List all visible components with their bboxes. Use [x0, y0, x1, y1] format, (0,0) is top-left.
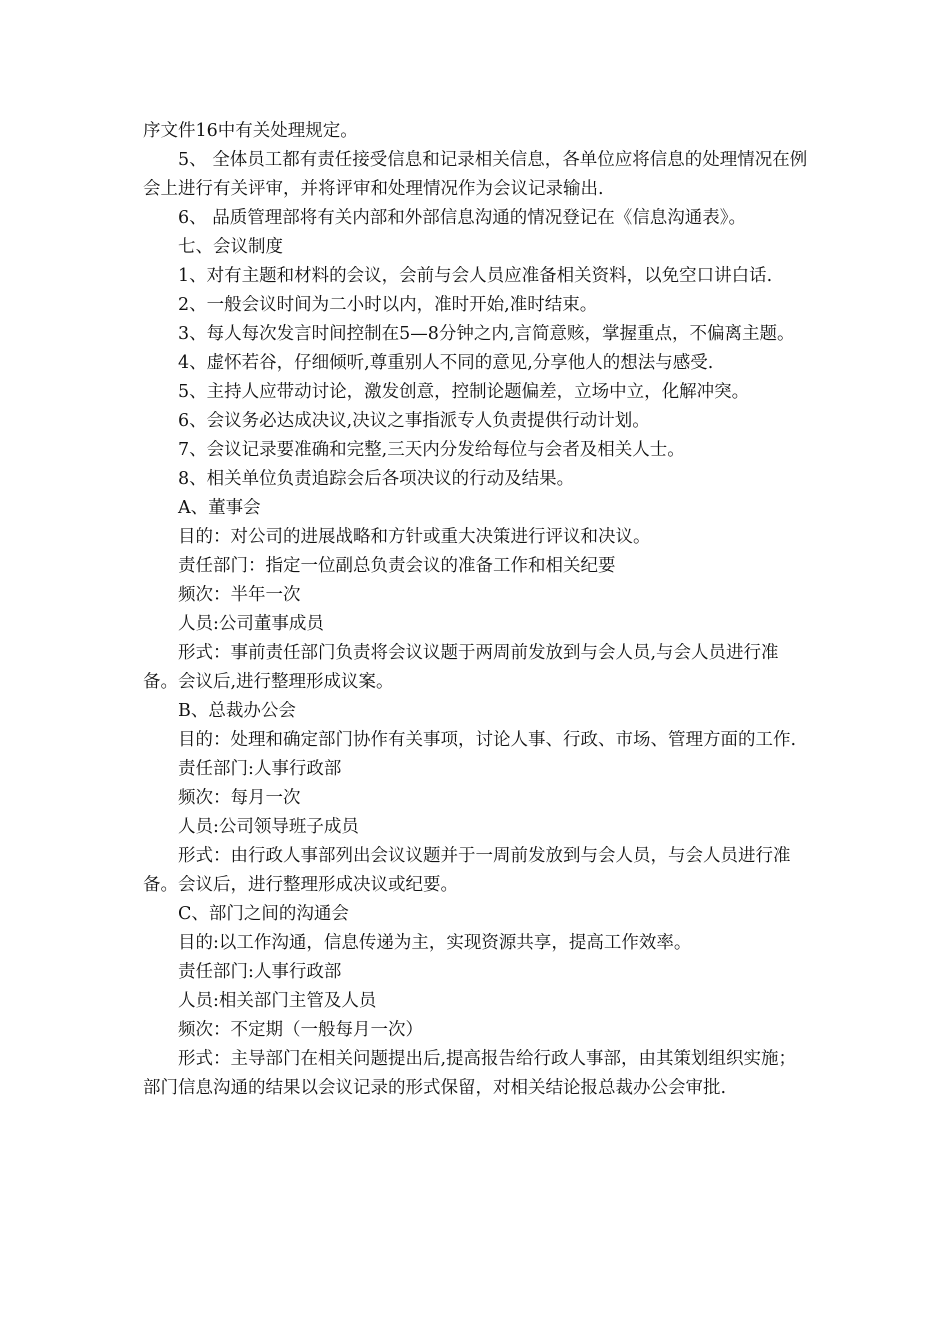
rule-item-6: 6、会议务必达成决议,决议之事指派专人负责提供行动计划。: [178, 411, 650, 431]
interdept-frequency: 频次：不定期（一般每月一次）: [178, 1020, 423, 1040]
interdept-members: 人员:相关部门主管及人员: [178, 991, 377, 1011]
president-members: 人员:公司领导班子成员: [178, 817, 359, 837]
president-frequency: 频次：每月一次: [178, 788, 301, 808]
rule-item-5: 5、主持人应带动讨论，激发创意，控制论题偏差，立场中立，化解冲突。: [178, 382, 750, 402]
board-purpose: 目的：对公司的进展战略和方针或重大决策进行评议和决议。: [178, 527, 651, 547]
paragraph-item-5: 5、 全体员工都有责任接受信息和记录相关信息，各单位应将信息的处理情况在例会上进行有关评审，并将评审和处理情况作为会议记录输出.: [143, 150, 808, 199]
interdept-format: 形式：主导部门在相关问题提出后,提高报告给行政人事部，由其策划组织实施；部门信息沟通的结果以会议记录的形式保留，对相关结论报总裁办公会审批.: [143, 1049, 797, 1098]
president-responsible-dept: 责任部门:人事行政部: [178, 759, 342, 779]
rule-item-4: 4、虚怀若谷，仔细倾听,尊重别人不同的意见,分享他人的想法与感受.: [178, 353, 714, 373]
rule-item-7: 7、会议记录要准确和完整,三天内分发给每位与会者及相关人士。: [178, 440, 685, 460]
document-body: [143, 117, 813, 1103]
paragraph-continuation: 序文件16中有关处理规定。: [143, 121, 358, 141]
paragraph-item-6: 6、 品质管理部将有关内部和外部信息沟通的情况登记在《信息沟通表》。: [178, 208, 746, 228]
rule-item-3: 3、每人每次发言时间控制在5—8分钟之内,言简意赅，掌握重点，不偏离主题。: [178, 324, 795, 344]
president-purpose: 目的：处理和确定部门协作有关事项，讨论人事、行政、市场、管理方面的工作.: [178, 730, 797, 750]
rule-item-8: 8、相关单位负责追踪会后各项决议的行动及结果。: [178, 469, 575, 489]
rule-item-1: 1、对有主题和材料的会议，会前与会人员应准备相关资料，以免空口讲白话.: [178, 266, 773, 286]
board-frequency: 频次：半年一次: [178, 585, 301, 605]
board-members: 人员:公司董事成员: [178, 614, 324, 634]
subheading-president-office-meeting: B、总裁办公会: [178, 701, 296, 721]
president-format: 形式：由行政人事部列出会议议题并于一周前发放到与会人员，与会人员进行准备。会议后，进行整理形成决议或纪要。: [143, 846, 791, 895]
rule-item-2: 2、一般会议时间为二小时以内，准时开始,准时结束。: [178, 295, 598, 315]
section-heading-meeting-system: 七、会议制度: [178, 237, 283, 257]
subheading-interdept-meeting: C、部门之间的沟通会: [178, 904, 349, 924]
interdept-responsible-dept: 责任部门:人事行政部: [178, 962, 342, 982]
board-format: 形式：事前责任部门负责将会议议题于两周前发放到与会人员,与会人员进行准备。会议后,进行整理形成议案。: [143, 643, 779, 692]
subheading-board-meeting: A、董事会: [178, 498, 261, 518]
board-responsible-dept: 责任部门：指定一位副总负责会议的准备工作和相关纪要: [178, 556, 616, 576]
interdept-purpose: 目的:以工作沟通，信息传递为主，实现资源共享，提高工作效率。: [178, 933, 692, 953]
